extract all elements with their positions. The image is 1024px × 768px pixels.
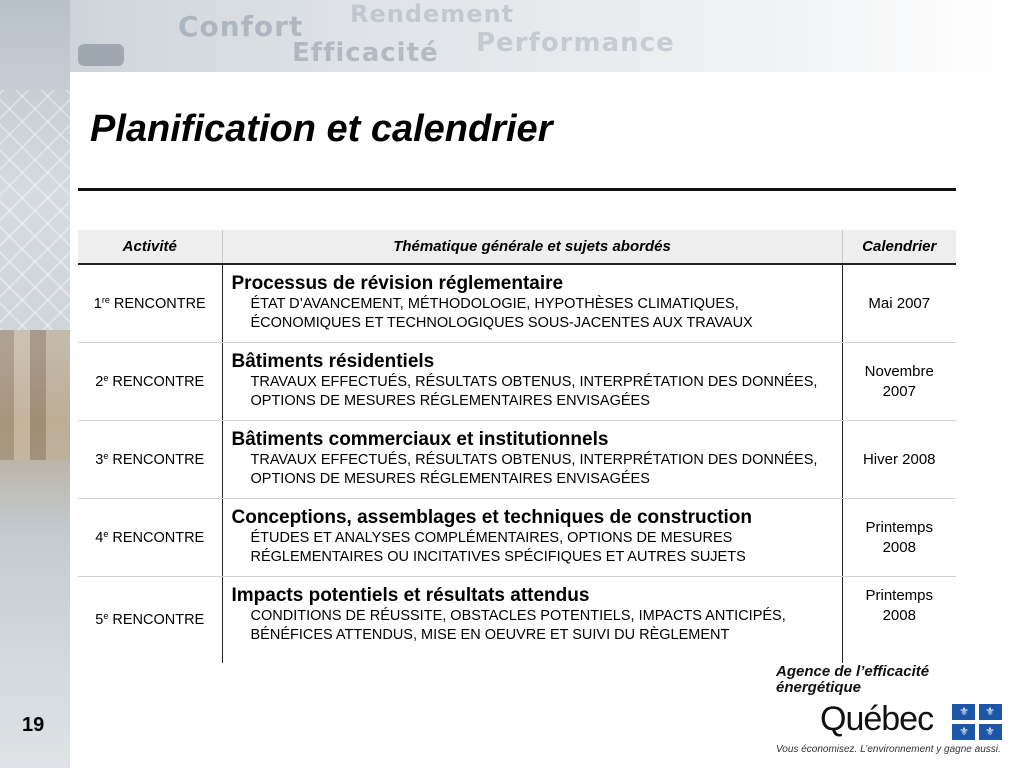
theme-details: CONDITIONS DE RÉUSSITE, OBSTACLES POTENTIELS, IMPACTS ANTICIPÉS, BÉNÉFICES ATTENDUS, MISE EN OEUVRE ET SUIVI DU RÈGLEMENT: [250, 608, 786, 643]
activity-ordinal: 1: [93, 295, 102, 312]
activity-cell: [78, 499, 222, 577]
theme-cell: [222, 577, 842, 664]
header-theme: Thématique générale et sujets abordés: [222, 230, 842, 264]
title-divider: [78, 188, 956, 191]
slide-title: Planification et calendrier: [90, 108, 553, 150]
header-activity: Activité: [78, 230, 222, 264]
theme-cell: [222, 421, 842, 499]
agency-logo: [776, 664, 1006, 764]
background-word: Confort: [178, 10, 304, 43]
activity-ordinal: 3: [95, 451, 104, 468]
theme-details: TRAVAUX EFFECTUÉS, RÉSULTATS OBTENUS, INTERPRÉTATION DES DONNÉES, OPTIONS DE MESURES RÉGLEMENTAIRES ENVISAGÉES: [250, 374, 818, 409]
theme-cell: [222, 264, 842, 343]
quebec-wordmark-row: [776, 702, 1006, 742]
activity-cell: [78, 264, 222, 343]
activity-label: RENCONTRE: [112, 451, 205, 468]
schedule-table: [78, 230, 956, 663]
logo-tagline: Vous économisez. L’environnement y gagne aussi.: [776, 744, 1001, 755]
page-number: 19: [22, 714, 45, 736]
left-photo-strip: [0, 0, 70, 768]
activity-ordinal: 2: [95, 373, 104, 390]
theme-title: Processus de révision réglementaire: [231, 273, 564, 294]
table-row: [78, 343, 956, 421]
theme-cell: [222, 343, 842, 421]
activity-label: RENCONTRE: [112, 529, 205, 546]
ordinal-suffix: e: [103, 450, 109, 461]
theme-details: ÉTUDES ET ANALYSES COMPLÉMENTAIRES, OPTIONS DE MESURES RÉGLEMENTAIRES OU INCITATIVES SPÉCIFIQUES ET AUTRES SUJETS: [250, 530, 746, 565]
theme-cell: [222, 499, 842, 577]
agency-name-line1: Agence de l’efficacité: [776, 663, 930, 680]
table-row: [78, 264, 956, 343]
background-word: Efficacité: [292, 38, 439, 68]
activity-label: RENCONTRE: [112, 612, 205, 628]
schedule-cell: Printemps 2008: [865, 587, 934, 624]
table-row: [78, 577, 956, 664]
schedule-cell: Novembre 2007: [842, 343, 956, 421]
fleur-de-lis-flag-icon: ⚜ ⚜ ⚜ ⚜: [952, 704, 1002, 740]
car-photo-decoration: [78, 44, 124, 66]
schedule-cell: Mai 2007: [842, 264, 956, 343]
theme-title: Conceptions, assemblages et techniques de construction: [231, 507, 753, 528]
theme-title: Impacts potentiels et résultats attendus: [231, 585, 590, 606]
activity-cell: [78, 343, 222, 421]
quebec-wordmark: Québec: [820, 700, 934, 738]
activity-label: RENCONTRE: [112, 373, 205, 390]
theme-details: ÉTAT D’AVANCEMENT, MÉTHODOLOGIE, HYPOTHÈSES CLIMATIQUES, ÉCONOMIQUES ET TECHNOLOGIQUES SOUS-JACENTES AUX TRAVAUX: [250, 296, 753, 331]
header-background: [0, 0, 1024, 72]
city-photo-decoration: [0, 330, 70, 460]
agency-name-line2: énergétique: [776, 679, 862, 696]
theme-title: Bâtiments résidentiels: [231, 351, 435, 372]
ordinal-suffix: re: [101, 294, 110, 305]
background-word: Performance: [476, 28, 675, 58]
activity-ordinal: 5: [95, 612, 104, 628]
table-row: [78, 421, 956, 499]
ordinal-suffix: e: [103, 528, 109, 539]
schedule-cell: Hiver 2008: [842, 421, 956, 499]
theme-title: Bâtiments commerciaux et institutionnels: [231, 429, 609, 450]
schedule-cell: Printemps 2008: [842, 499, 956, 577]
ordinal-suffix: e: [103, 611, 109, 621]
table-row: [78, 499, 956, 577]
theme-details: TRAVAUX EFFECTUÉS, RÉSULTATS OBTENUS, INTERPRÉTATION DES DONNÉES, OPTIONS DE MESURES RÉGLEMENTAIRES ENVISAGÉES: [250, 452, 818, 487]
activity-cell: [78, 577, 222, 664]
header-schedule: Calendrier: [842, 230, 956, 264]
blueprint-pattern: [0, 90, 70, 330]
activity-label: RENCONTRE: [113, 295, 206, 312]
activity-ordinal: 4: [95, 529, 104, 546]
activity-cell: [78, 421, 222, 499]
background-word: Rendement: [350, 0, 515, 28]
table-header-row: [78, 230, 956, 264]
ordinal-suffix: e: [103, 372, 109, 383]
